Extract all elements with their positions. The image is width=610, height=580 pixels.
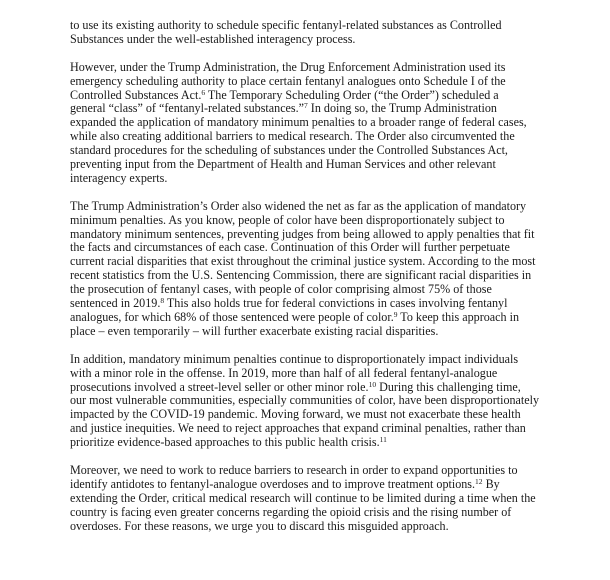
paragraph [70,464,550,534]
text-run: while also creating additional barriers to medical research. The Order also circumvented the [70,129,515,144]
text-run: standard procedures for the scheduling of substances under the Controlled Substances Act, [70,143,508,158]
footnote-ref[interactable]: 9 [393,310,398,319]
text-run: recent statistics from the U.S. Sentencing Commission, there are significant racial disparities in [70,268,532,283]
text-run: current racial disparities that exist throughout the criminal justice system. According to the most [70,254,536,269]
text-run: This also holds true for federal convictions in cases involving fentanyl [164,296,508,311]
text-line [70,283,550,297]
text-run: Substances under the well-established interagency process. [70,31,356,46]
paragraph [70,61,550,186]
letter-body [70,19,550,547]
text-line [70,311,550,325]
text-run: The Temporary Scheduling Order (“the Order”) scheduled a [205,87,499,102]
text-line [70,116,550,130]
text-line [70,394,550,408]
text-run: analogues, for which 68% of those sentenced were people of color. [70,310,394,324]
text-run: mandatory minimum sentences, preventing judges from being allowed to apply penalties that fit [70,226,535,241]
text-line [70,408,550,422]
footnote-ref[interactable]: 8 [160,296,165,306]
text-run: the prosecution of fentanyl cases, with people of color comprising almost 75% of those [70,282,492,297]
text-line [70,269,550,283]
text-line [70,436,550,450]
text-run: In addition, mandatory minimum penalties continue to disproportionately impact individuals [70,351,519,366]
text-run: To keep this approach in [397,310,520,324]
text-run: The Trump Administration’s Order also widened the net as far as the application of mandatory [70,198,527,213]
text-line [70,144,550,158]
text-run: In doing so, the Trump Administration [307,101,497,116]
text-run: the facts and circumstances of each case. Continuation of this Order will further perpetuate [70,240,510,255]
text-line [70,158,550,172]
text-line [70,464,550,478]
text-line [70,241,550,255]
text-run: emergency scheduling authority to place certain fentanyl analogues onto Schedule I of the [70,73,506,88]
text-run: and justice inequities. We need to reject approaches that expand criminal penalties, rather than [70,421,526,436]
text-line [70,102,550,116]
text-run: By [482,476,500,491]
text-run: impacted by the COVID-19 pandemic. Moving forward, we must not exacerbate these health [70,407,521,422]
text-run: place – even temporarily – will further exacerbate existing racial disparities. [70,323,439,338]
text-line [70,130,550,144]
text-line [70,520,550,534]
text-line [70,172,550,186]
text-run: general “class” of “fentanyl-related substances.” [70,101,305,116]
text-run: sentenced in 2019. [70,296,161,311]
footnote-ref[interactable]: 7 [304,101,308,111]
text-line [70,492,550,506]
text-run: with a minor role in the offense. In 2019, more than half of all federal fentanyl-analogue [70,365,498,380]
text-run: preventing input from the Department of Health and Human Services and other relevant [70,157,496,172]
text-run: identify antidotes to fentanyl-analogue overdoses and to improve treatment options. [70,476,476,491]
text-line [70,325,550,339]
footnote-ref[interactable]: 10 [368,379,377,389]
text-run: our most vulnerable communities, especially communities of color, have been disproportionately [70,393,540,408]
footnote-ref[interactable]: 11 [379,435,387,445]
text-line [70,61,550,75]
text-run: Controlled Substances Act. [70,87,202,102]
text-run: interagency experts. [70,170,168,185]
text-run: expanded the application of mandatory minimum penalties to a broader range of federal cases, [70,115,527,130]
text-line [70,200,550,214]
footnote-ref[interactable]: 12 [475,476,483,486]
text-run: overdoses. For these reasons, we urge you to discard this misguided approach. [70,518,449,533]
text-run: Moreover, we need to work to reduce barriers to research in order to expand opportunities to [70,462,518,477]
text-line [70,297,550,311]
text-run: However, under the Trump Administration, the Drug Enforcement Administration used its [70,59,506,74]
text-line [70,422,550,436]
text-run: country is facing even greater concerns regarding the opioid crisis and the rising number of [70,504,512,519]
text-line [70,19,550,33]
text-line [70,89,550,103]
text-line [70,381,550,395]
footnote-ref[interactable]: 6 [201,87,206,97]
text-run: minimum penalties. As you know, people of color have been disproportionately subject to [70,212,505,227]
text-line [70,506,550,520]
text-line [70,33,550,47]
paragraph [70,353,550,450]
text-run: prosecutions involved a street-level seller or other minor role. [70,379,369,394]
text-line [70,478,550,492]
text-line [70,255,550,269]
paragraph [70,19,550,47]
text-line [70,367,550,381]
text-line [70,75,550,89]
paragraph [70,200,550,339]
text-run: extending the Order, critical medical research will continue to be limited during a time when the [70,490,536,505]
text-line [70,214,550,228]
text-run: During this challenging time, [376,379,521,394]
text-run: prioritize evidence-based approaches to this public health crisis. [70,435,380,450]
text-line [70,228,550,242]
text-line [70,353,550,367]
text-run: to use its existing authority to schedule specific fentanyl-related substances as Controlled [70,18,502,32]
